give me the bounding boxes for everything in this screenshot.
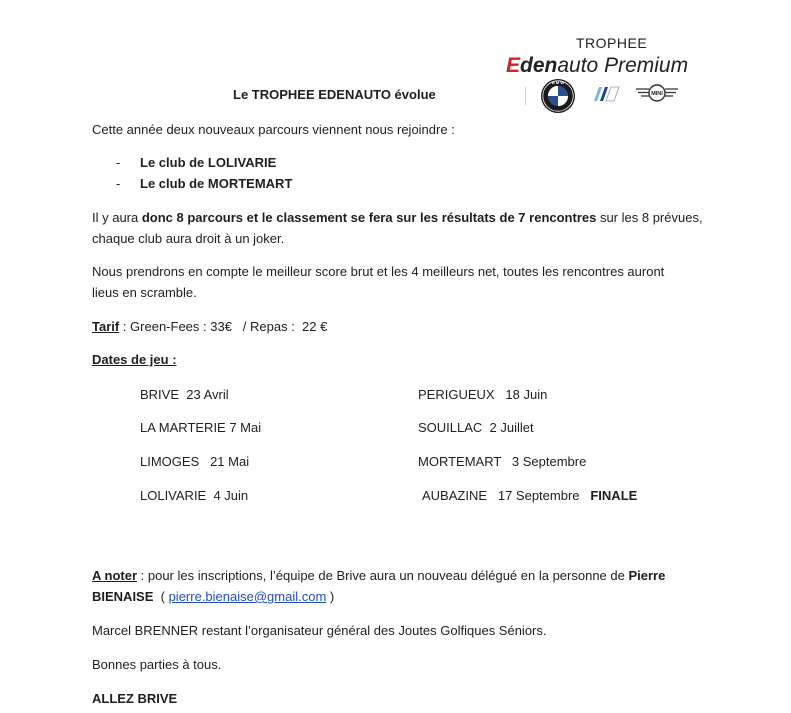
mini-wings-icon — [634, 84, 680, 104]
date-item: LOLIVARIE 4 Juin — [140, 488, 249, 503]
date-item: MORTEMART 3 Septembre — [418, 454, 587, 469]
date-item: PERIGUEUX 18 Juin — [418, 387, 548, 402]
intro-text: Cette année deux nouveaux parcours viennent nous rejoindre : — [92, 122, 455, 137]
bmw-m-stripes-icon — [588, 85, 622, 103]
paragraph-scoring-line2: lieus en scramble. — [92, 285, 197, 300]
paragraph-organizer: Marcel BRENNER restant l’organisateur général des Joutes Golfiques Séniors. — [92, 623, 547, 638]
list-bullet: - — [116, 155, 121, 170]
email-link[interactable]: pierre.bienaise@gmail.com — [168, 589, 327, 604]
tarif-line — [92, 319, 327, 334]
closing-text: Bonnes parties à tous. — [92, 657, 222, 672]
note-line: A noter : pour les inscriptions, l’équipe de Brive aura un nouveau délégué en la personne de Pierre — [92, 568, 666, 583]
date-item: LA MARTERIE 7 Mai — [140, 420, 262, 435]
date-item-finale: AUBAZINE 17 Septembre FINALE — [422, 488, 638, 503]
paragraph-scoring: Nous prendrons en compte le meilleur score brut et les 4 meilleurs net, toutes les rencontres auront — [92, 264, 665, 279]
finale-label: FINALE — [590, 488, 638, 503]
list-item-club-2: Le club de MORTEMART — [140, 176, 293, 191]
date-item: SOUILLAC 2 Juillet — [418, 420, 534, 435]
logo-separator — [525, 87, 526, 105]
list-bullet: - — [116, 176, 121, 191]
note-line-2: BIENAISE ( pierre.bienaise@gmail.com ) — [92, 589, 335, 604]
list-item-club-1: Le club de LOLIVARIE — [140, 155, 277, 170]
paragraph-courses: Il y aura donc 8 parcours et le classement se fera sur les résultats de 7 rencontres sur les 8 prévues, — [92, 210, 703, 225]
signoff-text: ALLEZ BRIVE — [92, 691, 178, 706]
date-item: LIMOGES 21 Mai — [140, 454, 250, 469]
paragraph-courses-line2: chaque club aura droit à un joker. — [92, 231, 285, 246]
dates-heading: Dates de jeu : — [92, 352, 177, 367]
date-item: BRIVE 23 Avril — [140, 387, 229, 402]
bmw-roundel-icon — [540, 78, 576, 114]
logo-trophee-text: TROPHEE — [576, 35, 648, 51]
edenauto-logo: Edenauto Premium — [506, 54, 689, 77]
svg-text:B M W: B M W — [551, 80, 565, 86]
svg-text:MINI: MINI — [651, 91, 663, 98]
tarif-values: : Green-Fees : 33€ / Repas : 22 € — [119, 319, 328, 334]
tarif-label: Tarif — [92, 319, 120, 334]
document-title: Le TROPHEE EDENAUTO évolue — [233, 87, 436, 102]
note-label: A noter — [92, 568, 138, 583]
